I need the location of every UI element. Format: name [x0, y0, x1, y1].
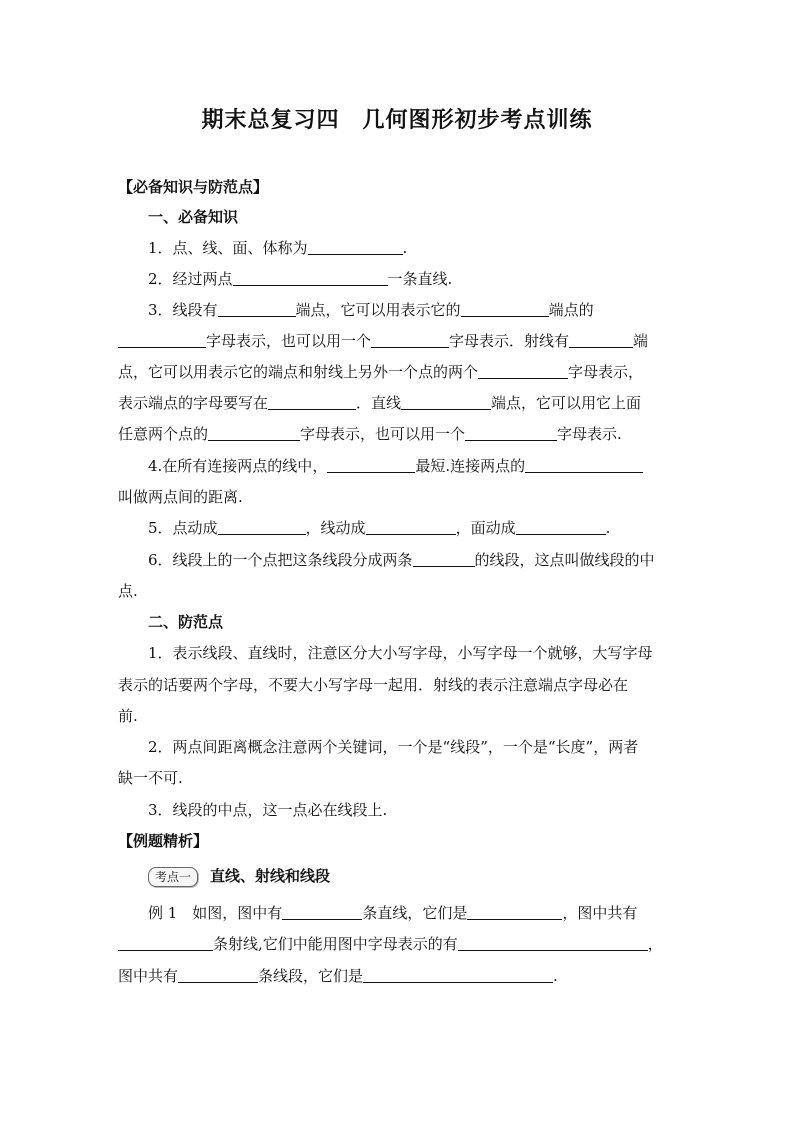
- answer-blank[interactable]: [458, 935, 648, 951]
- knowledge-item-3-line-5: 任意两个点的 字母表示，也可以用一个 字母表示.: [118, 425, 622, 443]
- section-heading-examples: 【例题精析】: [118, 832, 209, 850]
- example-1-line-3: 图中共有 条线段，它们是 .: [118, 967, 558, 985]
- answer-blank[interactable]: [516, 519, 606, 535]
- topic-header: [148, 866, 708, 887]
- answer-blank[interactable]: [569, 332, 633, 348]
- knowledge-item-3-line-3: 点，它可以用表示它的端点和射线上另外一个点的两个 字母表示，: [118, 363, 644, 381]
- knowledge-item-3-line-4: 表示端点的字母要写在 ．直线 端点，它可以用它上面: [118, 394, 642, 412]
- answer-blank[interactable]: [327, 457, 415, 473]
- section-heading-knowledge: 【必备知识与防范点】: [118, 178, 269, 196]
- answer-blank[interactable]: [268, 394, 356, 410]
- knowledge-item-4-line-2: 叫做两点间的距离.: [118, 488, 243, 506]
- caution-note-1-line-1: 1．表示线段、直线时，注意区分大小写字母，小写字母一个就够，大写字母: [148, 644, 653, 662]
- answer-blank[interactable]: [208, 425, 300, 441]
- answer-blank[interactable]: [467, 904, 562, 920]
- caution-note-2-line-2: 缺一不可.: [118, 769, 183, 787]
- caution-note-1-line-2: 表示的话要两个字母，不要大小写字母一起用．射线的表示注意端点字母必在: [118, 676, 629, 694]
- answer-blank[interactable]: [178, 967, 258, 983]
- topic-title: 直线、射线和线段: [210, 867, 331, 885]
- knowledge-item-3-line-1: 3．线段有 端点，它可以用表示它的 端点的: [148, 301, 594, 319]
- knowledge-item-6-line-1: 6．线段上的一个点把这条线段分成两条 的线段，这点叫做线段的中: [148, 551, 655, 569]
- answer-blank[interactable]: [478, 363, 568, 379]
- topic-badge: 考点一: [148, 867, 198, 887]
- answer-blank[interactable]: [118, 332, 206, 348]
- answer-blank[interactable]: [413, 551, 475, 567]
- answer-blank[interactable]: [371, 332, 449, 348]
- knowledge-item-3-line-2: 字母表示，也可以用一个 字母表示．射线有 端: [118, 331, 678, 351]
- caution-note-2-line-1: 2．两点间距离概念注意两个关键词，一个是“线段”，一个是“长度”，两者: [148, 738, 639, 756]
- answer-blank[interactable]: [363, 967, 553, 983]
- knowledge-item-2: 2．经过两点 一条直线.: [148, 270, 453, 288]
- subheading-essential-knowledge: 一、必备知识: [148, 208, 239, 226]
- caution-note-1-line-3: 前.: [118, 707, 138, 725]
- answer-blank[interactable]: [401, 394, 491, 410]
- knowledge-item-6-line-2: 点.: [118, 582, 138, 600]
- answer-blank[interactable]: [525, 457, 643, 473]
- subheading-caution-points: 二、防范点: [148, 613, 224, 631]
- answer-blank[interactable]: [218, 519, 306, 535]
- answer-blank[interactable]: [465, 425, 557, 441]
- answer-blank[interactable]: [366, 519, 456, 535]
- caution-note-3: 3．线段的中点，这一点必在线段上.: [148, 801, 388, 819]
- knowledge-item-5: 5．点动成 ，线动成 ，面动成 .: [148, 519, 611, 537]
- example-1-line-1: 例 1 如图，图中有 条直线，它们是 ，图中共有: [148, 904, 638, 922]
- page-title: 期末总复习四 几何图形初步考点训练: [201, 107, 593, 133]
- answer-blank[interactable]: [118, 935, 213, 951]
- knowledge-item-4-line-1: 4.在所有连接两点的线中， 最短.连接两点的: [148, 456, 708, 476]
- answer-blank[interactable]: [233, 270, 388, 286]
- knowledge-item-1: 1．点、线、面、体称为 .: [148, 239, 408, 257]
- answer-blank[interactable]: [282, 904, 362, 920]
- example-1-line-2: 条射线,它们中能用图中字母表示的有 ，: [118, 934, 678, 954]
- answer-blank[interactable]: [218, 301, 296, 317]
- answer-blank[interactable]: [308, 239, 403, 255]
- answer-blank[interactable]: [461, 301, 549, 317]
